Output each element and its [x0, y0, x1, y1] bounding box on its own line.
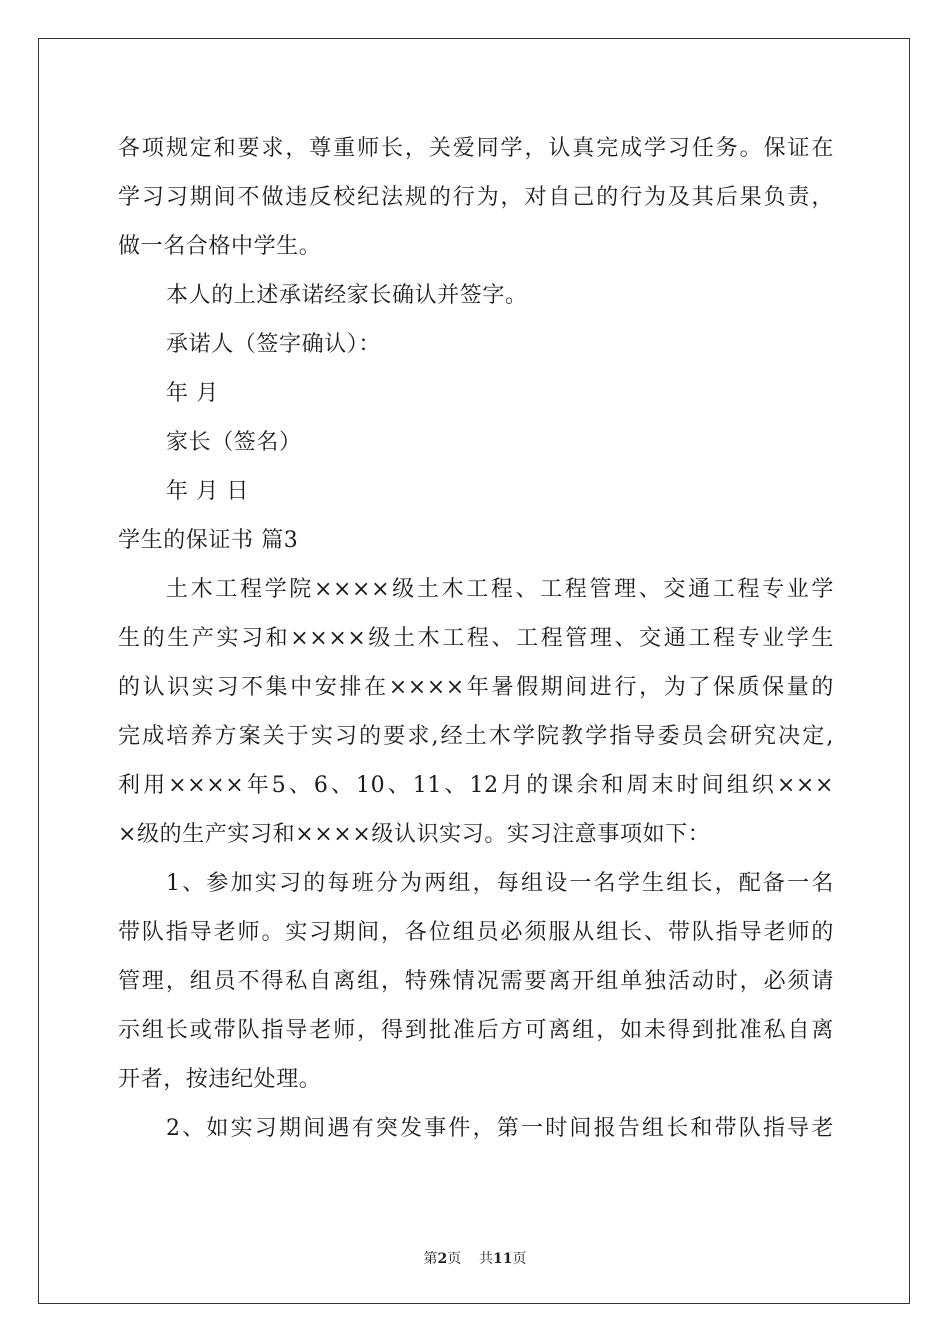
section-heading: 学生的保证书 篇3	[118, 528, 299, 553]
text-line: ×级的生产实习和××××级认识实习。实习注意事项如下：	[118, 822, 711, 847]
page-suffix: 页	[447, 1251, 462, 1267]
text-line: 年 月 日	[166, 479, 249, 504]
text-line: 带队指导老师。实习期间，各位组员必须服从组长、带队指导老师的	[118, 920, 834, 945]
total-prefix: 共	[479, 1251, 494, 1267]
text-line: 承诺人（签字确认）：	[166, 332, 382, 357]
text-line: 1、参加实习的每班分为两组，每组设一名学生组长，配备一名	[166, 871, 834, 896]
text-line: 年 月	[166, 381, 219, 406]
total-pages: 11	[493, 1251, 513, 1267]
text-line: 做一名合格中学生。	[118, 234, 322, 259]
text-line: 家长（签名）	[166, 430, 302, 455]
text-line: 本人的上述承诺经家长确认并签字。	[166, 283, 528, 308]
text-line: 生的生产实习和××××级土木工程、工程管理、交通工程专业学生	[118, 626, 834, 651]
total-suffix: 页	[512, 1251, 527, 1267]
page-prefix: 第	[423, 1251, 438, 1267]
text-line: 完成培养方案关于实习的要求,经土木学院教学指导委员会研究决定,	[118, 724, 834, 749]
text-line: 学习习期间不做违反校纪法规的行为，对自己的行为及其后果负责，	[118, 185, 834, 210]
text-line: 利用××××年5、6、10、11、12月的课余和周末时间组织×××	[118, 773, 834, 798]
page-footer	[0, 1248, 950, 1268]
document-body	[118, 124, 834, 1153]
text-line: 开者，按违纪处理。	[118, 1067, 322, 1092]
text-line: 的认识实习不集中安排在××××年暑假期间进行，为了保质保量的	[118, 675, 834, 700]
text-line: 示组长或带队指导老师，得到批准后方可离组，如未得到批准私自离	[118, 1018, 834, 1043]
page-number: 2	[437, 1251, 448, 1267]
text-line: 各项规定和要求，尊重师长，关爱同学，认真完成学习任务。保证在	[118, 136, 834, 161]
text-line: 管理，组员不得私自离组，特殊情况需要离开组单独活动时，必须请	[118, 969, 834, 994]
text-line: 2、如实习期间遇有突发事件，第一时间报告组长和带队指导老	[166, 1116, 834, 1141]
text-line: 土木工程学院××××级土木工程、工程管理、交通工程专业学	[166, 577, 834, 602]
